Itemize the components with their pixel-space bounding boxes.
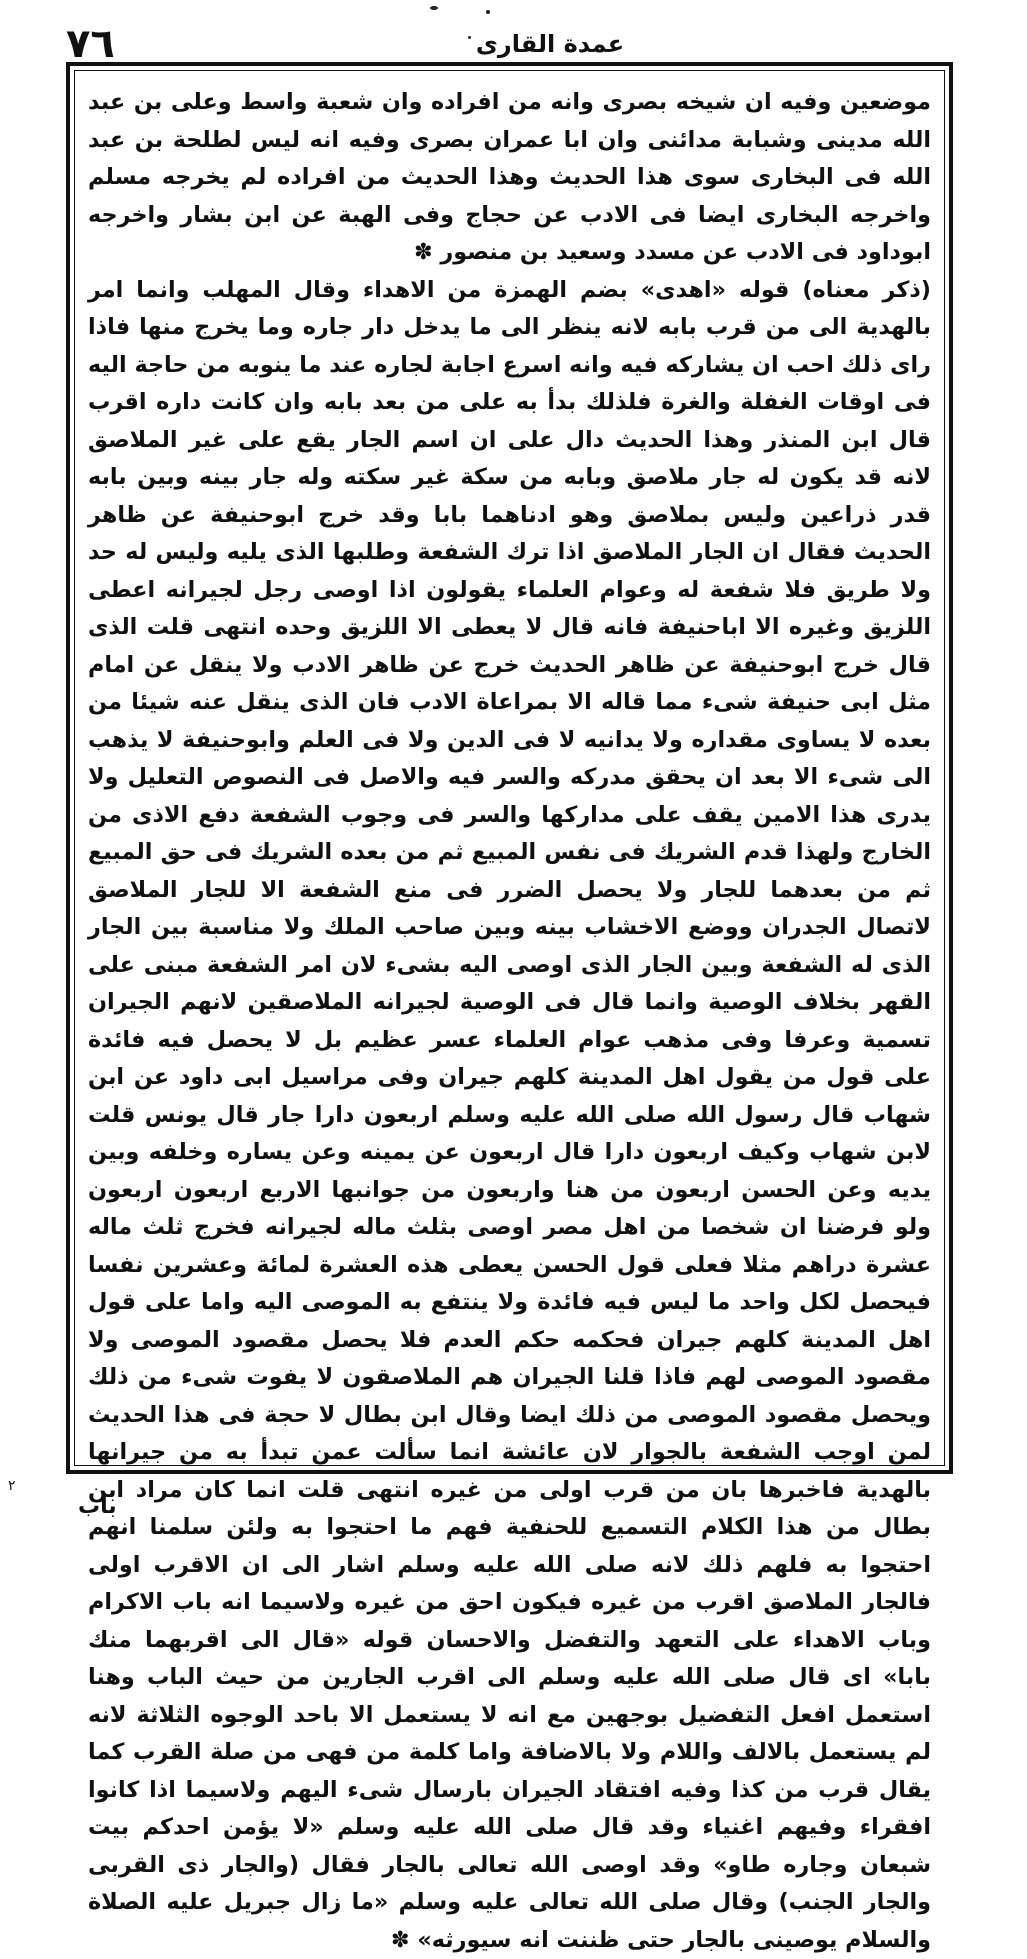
running-title: عمدة القاری [440,28,660,60]
paragraph-isnad: موضعين وفيه ان شيخه بصرى وانه من افراده وان شعبة واسط وعلى بن عبد الله مدينى وشبابة مدائنى وان ابا عمران بصرى وفيه انه ليس لطلحة بن عبد الله فى البخارى سوى هذا الحديث وهذا الحديث من افراده لم يخرجه مسلم واخرجه البخارى ايضا فى الادب عن حجاج وفى الهبة عن ابن بشار واخرجه ابوداود فى الادب عن مسدد وسعيد بن منصور ✽ [88,84,931,272]
print-speck [430,6,438,10]
margin-mark: ٢ [8,1478,16,1494]
page-header [60,22,960,66]
page-number: ٧٦ [66,22,115,66]
main-text [88,84,931,1959]
print-speck [486,10,490,14]
catchword: باب [78,1494,117,1519]
paragraph-meaning: (ذكر معناه) قوله «اهدى» بضم الهمزة من الاهداء وقال المهلب وانما امر بالهدية الى من قرب بابه لانه ينظر الى ما يدخل دار جاره وما يخرج منها فاذا راى ذلك احب ان يشاركه فيه وانه اسرع اجابة لجاره عند ما ينوبه من حاجة اليه فى اوقات الغفلة والغرة فلذلك بدأ به على من بعد بابه وان كانت داره اقرب قال ابن المنذر وهذا الحديث دال على ان اسم الجار يقع على غير الملاصق لانه قد يكون له جار ملاصق وبابه من سكة غير سكته وله جار بينه وبين بابه قدر ذراعين وليس بملاصق وهو ادناهما بابا وقد خرج ابوحنيفة عن ظاهر الحديث فقال ان الجار الملاصق اذا ترك الشفعة وطلبها الذى يليه وليس له حد ولا طريق فلا شفعة له وعوام العلماء يقولون اذا اوصى رجل لجيرانه اعطى اللزيق وغيره الا اباحنيفة فانه قال لا يعطى الا اللزيق وحده انتهى قلت الذى قال خرج ابوحنيفة عن ظاهر الحديث خرج عن ظاهر الادب ولا ينقل عن امام مثل ابى حنيفة شىء مما قاله الا بمراعاة الادب فان الذى ينقل عنه شيئا من بعده لا يساوى مقداره ولا يدانيه لا فى الدين ولا فى العلم وابوحنيفة لا يذهب الى شىء الا بعد ان يحقق مدركه والسر فيه والاصل فى النصوص التعليل ولا يدرى هذا الامين يقف على مداركها والسر فى وجوب الشفعة دفع الاذى من الخارج ولهذا قدم الشريك فى نفس المبيع ثم من بعده الشريك فى حق المبيع ثم من بعدهما للجار ولا يحصل الضرر فى منع الشفعة الا للجار الملاصق لاتصال الجدران ووضع الاخشاب بينه وبين صاحب الملك ولا مناسبة بين الجار الذى له الشفعة وبين الجار الذى اوصى اليه بشىء لان امر الشفعة مبنى على القهر بخلاف الوصية وانما قال فى الوصية لجيرانه الملاصقين لانهم الجيران تسمية وعرفا وفى مذهب عوام العلماء عسر عظيم بل لا يحصل فيه فائدة على قول من يقول اهل المدينة كلهم جيران وفى مراسيل ابى داود عن ابن شهاب قال رسول الله صلى الله عليه وسلم اربعون دارا جار قال يونس قلت لابن شهاب وكيف اربعون دارا قال اربعون عن يمينه وعن يساره وخلفه وبين يديه وعن الحسن اربعون من هنا واربعون من جوانبها الاربع اربعون اربعون ولو فرضنا ان شخصا من اهل مصر اوصى بثلث ماله لجيرانه فخرج ثلث ماله عشرة دراهم مثلا فعلى قول الحسن يعطى هذه العشرة لمائة وعشرين نفسا فيحصل لكل واحد ما ليس فيه فائدة ولا ينتفع به الموصى اليه واما على قول اهل المدينة كلهم جيران فحكمه حكم العدم فلا يحصل مقصود الموصى ولا مقصود الموصى لهم فاذا قلنا الجيران هم الملاصقون لا يفوت شىء من ذلك ويحصل مقصود الموصى من ذلك ايضا وقال ابن بطال لا حجة فى هذا الحديث لمن اوجب الشفعة بالجوار لان عائشة انما سألت عمن تبدأ به من جيرانها بالهدية فاخبرها بان من قرب اولى من غيره انتهى قلت انما كان مراد ابن بطال من هذا الكلام التسميع للحنفية فهم ما احتجوا به ولئن سلمنا انهم احتجوا به فلهم ذلك لانه صلى الله عليه وسلم اشار الى ان الاقرب اولى فالجار الملاصق اقرب من غيره فيكون احق من غيره ولاسيما انه باب الاكرام وباب الاهداء على التعهد والتفضل والاحسان قوله «قال الى اقربهما منك بابا» اى قال صلى الله عليه وسلم الى اقرب الجارين من حيث الباب وهنا استعمل افعل التفضيل بوجهين مع انه لا يستعمل الا باحد الوجوه الثلاثة لانه لم يستعمل بالالف واللام ولا بالاضافة واما كلمة من فهى من صلة القرب كما يقال قرب من كذا وفيه افتقاد الجيران بارسال شىء اليهم ولاسيما اذا كانوا افقراء وفيهم اغنياء وقد قال صلى الله عليه وسلم «لا يؤمن احدكم بيت شبعان وجاره طاو» وقد اوصى الله تعالى بالجار فقال (والجار ذى القربى والجار الجنب) وقال صلى الله تعالى عليه وسلم «ما زال جبريل عليه الصلاة والسلام يوصينى بالجار حتى ظننت انه سيورثه» ✽ [88,272,931,1959]
print-speck [468,36,471,39]
